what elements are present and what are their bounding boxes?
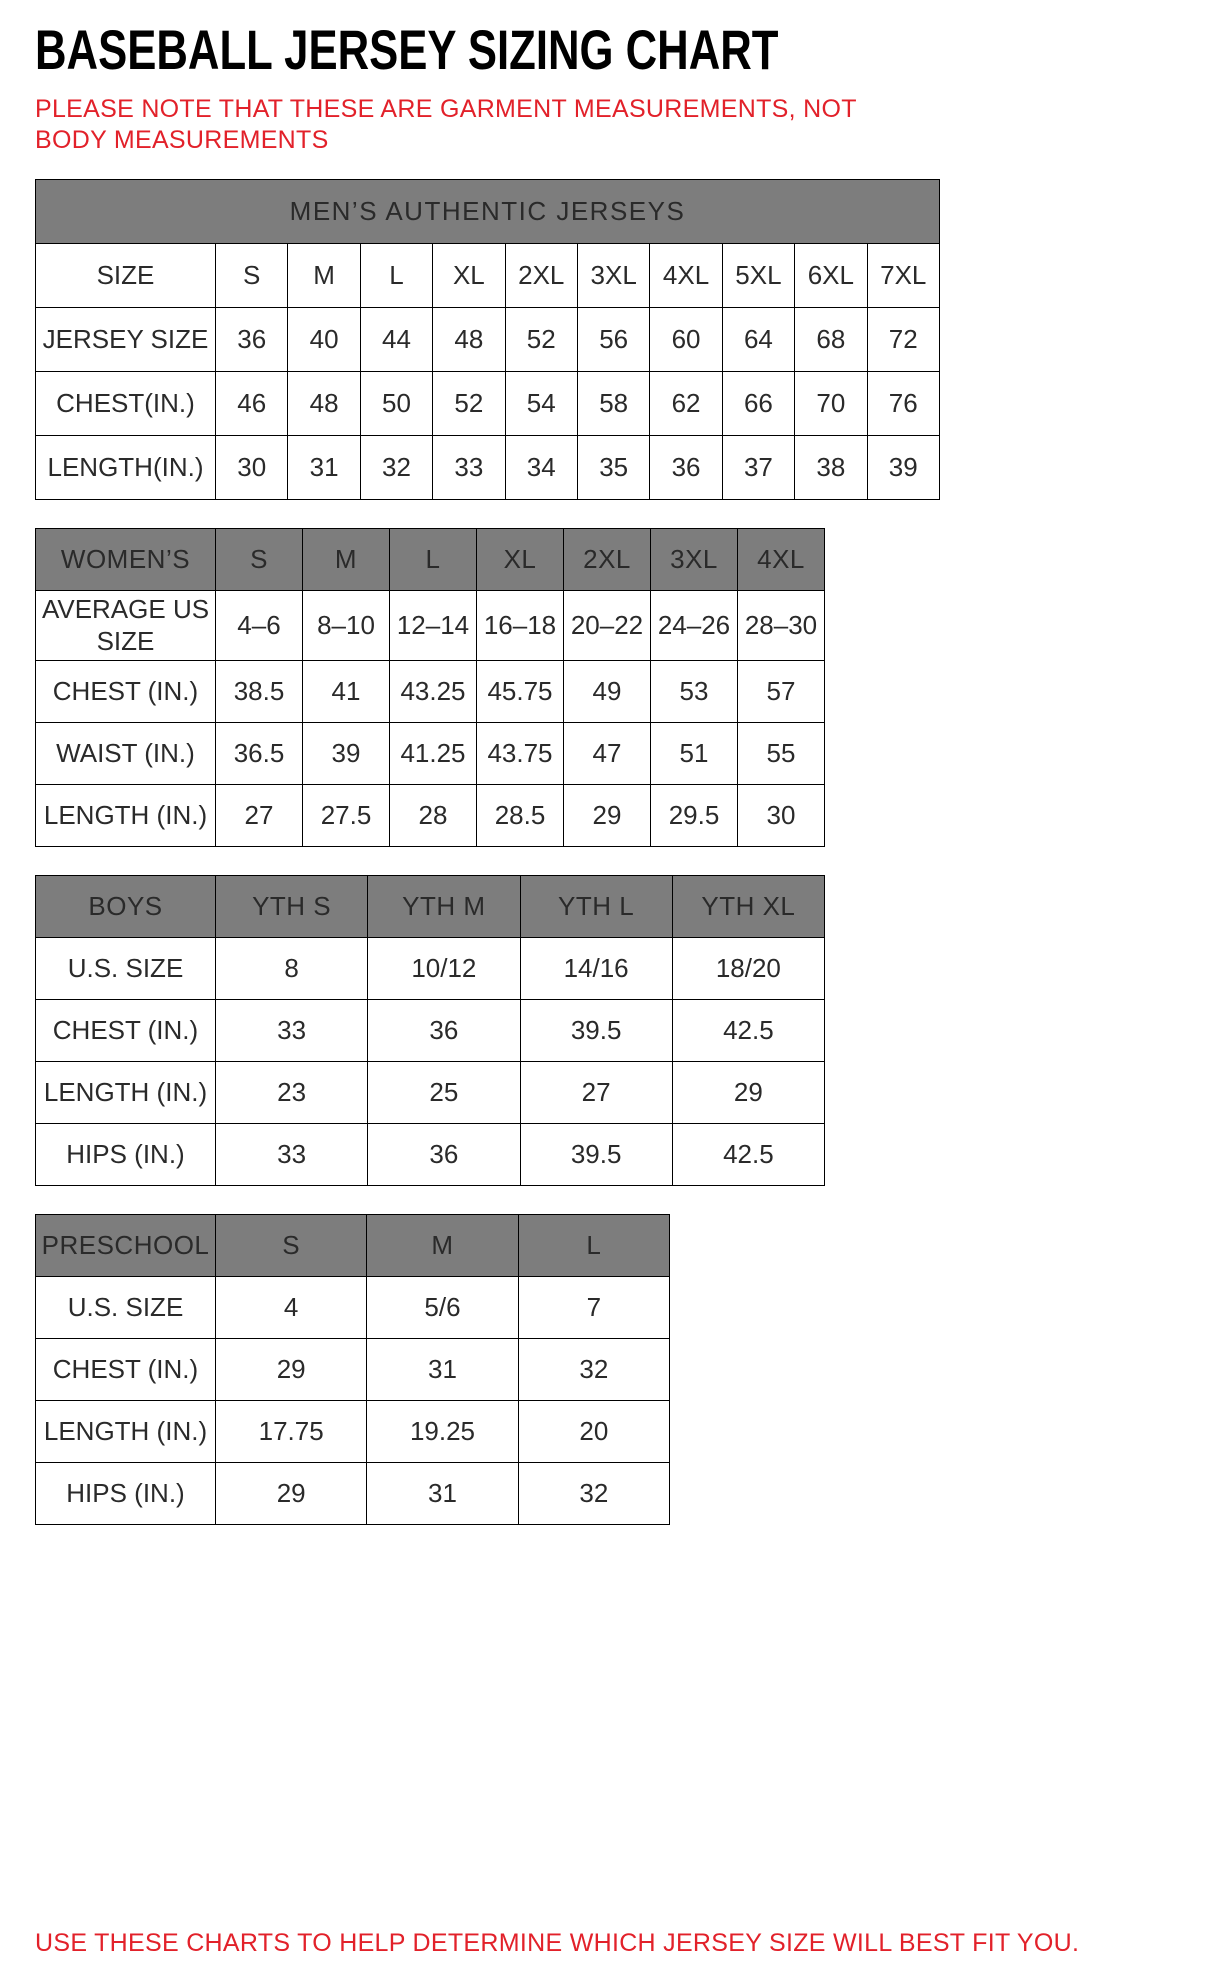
preschool-cell: 32 [518,1338,669,1400]
boys-cell: 36 [368,999,520,1061]
mens-cell: 50 [360,371,432,435]
mens-cell: M [288,243,360,307]
boys-cell: 14/16 [520,937,672,999]
mens-cell: 66 [722,371,794,435]
womens-cell: 41.25 [390,722,477,784]
womens-column-header: 3XL [651,528,738,590]
preschool-cell: 17.75 [216,1400,367,1462]
mens-cell: 76 [867,371,939,435]
boys-header-row [36,875,825,937]
boys-row-label: LENGTH (IN.) [36,1061,216,1123]
womens-column-header: M [303,528,390,590]
womens-cell: 30 [738,784,825,846]
womens-cell: 45.75 [477,660,564,722]
mens-cell: 46 [216,371,288,435]
womens-column-header: XL [477,528,564,590]
mens-cell: 33 [433,435,505,499]
boys-row-label: HIPS (IN.) [36,1123,216,1185]
womens-column-header: 4XL [738,528,825,590]
womens-cell: 55 [738,722,825,784]
boys-cell: 42.5 [672,999,824,1061]
preschool-cell: 29 [216,1462,367,1524]
mens-row [36,243,940,307]
womens-cell: 47 [564,722,651,784]
womens-cell: 12–14 [390,590,477,660]
garment-measurements-note: PLEASE NOTE THAT THESE ARE GARMENT MEASUREMENTS, NOT BODY MEASUREMENTS [35,95,857,155]
boys-row [36,999,825,1061]
boys-cell: 39.5 [520,1123,672,1185]
mens-cell: 36 [650,435,722,499]
boys-cell: 23 [216,1061,368,1123]
mens-cell: 48 [433,307,505,371]
preschool-column-header: S [216,1214,367,1276]
womens-cell: 27.5 [303,784,390,846]
womens-header-row [36,528,825,590]
womens-cell: 27 [216,784,303,846]
boys-row-label: CHEST (IN.) [36,999,216,1061]
boys-column-header: YTH S [216,875,368,937]
preschool-cell: 4 [216,1276,367,1338]
womens-header-label: WOMEN’S [36,528,216,590]
boys-cell: 36 [368,1123,520,1185]
preschool-cell: 7 [518,1276,669,1338]
womens-cell: 24–26 [651,590,738,660]
mens-cell: 60 [650,307,722,371]
womens-cell: 38.5 [216,660,303,722]
womens-cell: 8–10 [303,590,390,660]
womens-cell: 28 [390,784,477,846]
preschool-cell: 19.25 [367,1400,518,1462]
boys-table [35,875,1220,1186]
womens-row [36,590,825,660]
boys-header-label: BOYS [36,875,216,937]
mens-cell: 72 [867,307,939,371]
mens-cell: 7XL [867,243,939,307]
mens-cell: S [216,243,288,307]
mens-cell: 4XL [650,243,722,307]
preschool-row [36,1338,670,1400]
womens-row-label: WAIST (IN.) [36,722,216,784]
womens-cell: 16–18 [477,590,564,660]
boys-row [36,1061,825,1123]
mens-cell: 32 [360,435,432,499]
boys-row [36,1123,825,1185]
mens-row-label: JERSEY SIZE [36,307,216,371]
boys-cell: 39.5 [520,999,672,1061]
preschool-row-label: U.S. SIZE [36,1276,216,1338]
mens-cell: 38 [795,435,867,499]
mens-cell: 64 [722,307,794,371]
preschool-row [36,1400,670,1462]
womens-cell: 43.25 [390,660,477,722]
boys-cell: 10/12 [368,937,520,999]
womens-cell: 29 [564,784,651,846]
preschool-cell: 29 [216,1338,367,1400]
boys-cell: 33 [216,999,368,1061]
preschool-row-label: CHEST (IN.) [36,1338,216,1400]
womens-row [36,660,825,722]
preschool-header-row [36,1214,670,1276]
preschool-cell: 5/6 [367,1276,518,1338]
mens-row-label: SIZE [36,243,216,307]
mens-cell: 44 [360,307,432,371]
boys-column-header: YTH L [520,875,672,937]
mens-cell: 70 [795,371,867,435]
preschool-column-header: L [518,1214,669,1276]
preschool-row [36,1276,670,1338]
preschool-cell: 31 [367,1462,518,1524]
womens-column-header: 2XL [564,528,651,590]
boys-size-table [35,875,825,1186]
womens-cell: 57 [738,660,825,722]
boys-row-label: U.S. SIZE [36,937,216,999]
womens-cell: 28.5 [477,784,564,846]
mens-cell: 5XL [722,243,794,307]
boys-cell: 8 [216,937,368,999]
boys-cell: 42.5 [672,1123,824,1185]
mens-row-label: LENGTH(IN.) [36,435,216,499]
preschool-table [35,1214,1220,1525]
mens-cell: 6XL [795,243,867,307]
mens-cell: 3XL [577,243,649,307]
mens-cell: 54 [505,371,577,435]
mens-cell: 30 [216,435,288,499]
womens-cell: 53 [651,660,738,722]
preschool-header-label: PRESCHOOL [36,1214,216,1276]
womens-size-table [35,528,825,847]
boys-cell: 29 [672,1061,824,1123]
womens-cell: 29.5 [651,784,738,846]
mens-cell: 40 [288,307,360,371]
womens-column-header: S [216,528,303,590]
mens-banner: MEN’S AUTHENTIC JERSEYS [36,179,940,243]
best-fit-note: USE THESE CHARTS TO HELP DETERMINE WHICH JERSEY SIZE WILL BEST FIT YOU. [35,1929,1080,1957]
preschool-size-table [35,1214,670,1525]
preschool-cell: 31 [367,1338,518,1400]
mens-row [36,371,940,435]
womens-column-header: L [390,528,477,590]
mens-cell: 35 [577,435,649,499]
mens-size-table [35,179,940,500]
boys-column-header: YTH XL [672,875,824,937]
boys-cell: 33 [216,1123,368,1185]
preschool-row [36,1462,670,1524]
mens-table [35,179,1220,500]
preschool-row-label: HIPS (IN.) [36,1462,216,1524]
womens-cell: 51 [651,722,738,784]
womens-cell: 36.5 [216,722,303,784]
mens-cell: 56 [577,307,649,371]
mens-cell: 31 [288,435,360,499]
mens-cell: 36 [216,307,288,371]
womens-cell: 28–30 [738,590,825,660]
womens-cell: 43.75 [477,722,564,784]
womens-cell: 41 [303,660,390,722]
womens-table [35,528,1220,847]
womens-cell: 20–22 [564,590,651,660]
womens-row [36,722,825,784]
boys-cell: 25 [368,1061,520,1123]
mens-row [36,435,940,499]
mens-cell: 39 [867,435,939,499]
mens-cell: 68 [795,307,867,371]
preschool-cell: 20 [518,1400,669,1462]
mens-cell: 37 [722,435,794,499]
mens-cell: 52 [505,307,577,371]
preschool-row-label: LENGTH (IN.) [36,1400,216,1462]
mens-cell: 52 [433,371,505,435]
boys-cell: 27 [520,1061,672,1123]
womens-cell: 39 [303,722,390,784]
page-title: BASEBALL JERSEY SIZING CHART [35,18,779,81]
womens-cell: 49 [564,660,651,722]
mens-cell: XL [433,243,505,307]
womens-row-label: CHEST (IN.) [36,660,216,722]
mens-cell: 2XL [505,243,577,307]
womens-row [36,784,825,846]
boys-column-header: YTH M [368,875,520,937]
mens-cell: 48 [288,371,360,435]
preschool-cell: 32 [518,1462,669,1524]
mens-cell: 34 [505,435,577,499]
mens-row [36,307,940,371]
mens-cell: 58 [577,371,649,435]
mens-cell: 62 [650,371,722,435]
womens-row-label: AVERAGE US SIZE [36,590,216,660]
preschool-column-header: M [367,1214,518,1276]
mens-cell: L [360,243,432,307]
womens-cell: 4–6 [216,590,303,660]
mens-row-label: CHEST(IN.) [36,371,216,435]
boys-cell: 18/20 [672,937,824,999]
boys-row [36,937,825,999]
womens-row-label: LENGTH (IN.) [36,784,216,846]
